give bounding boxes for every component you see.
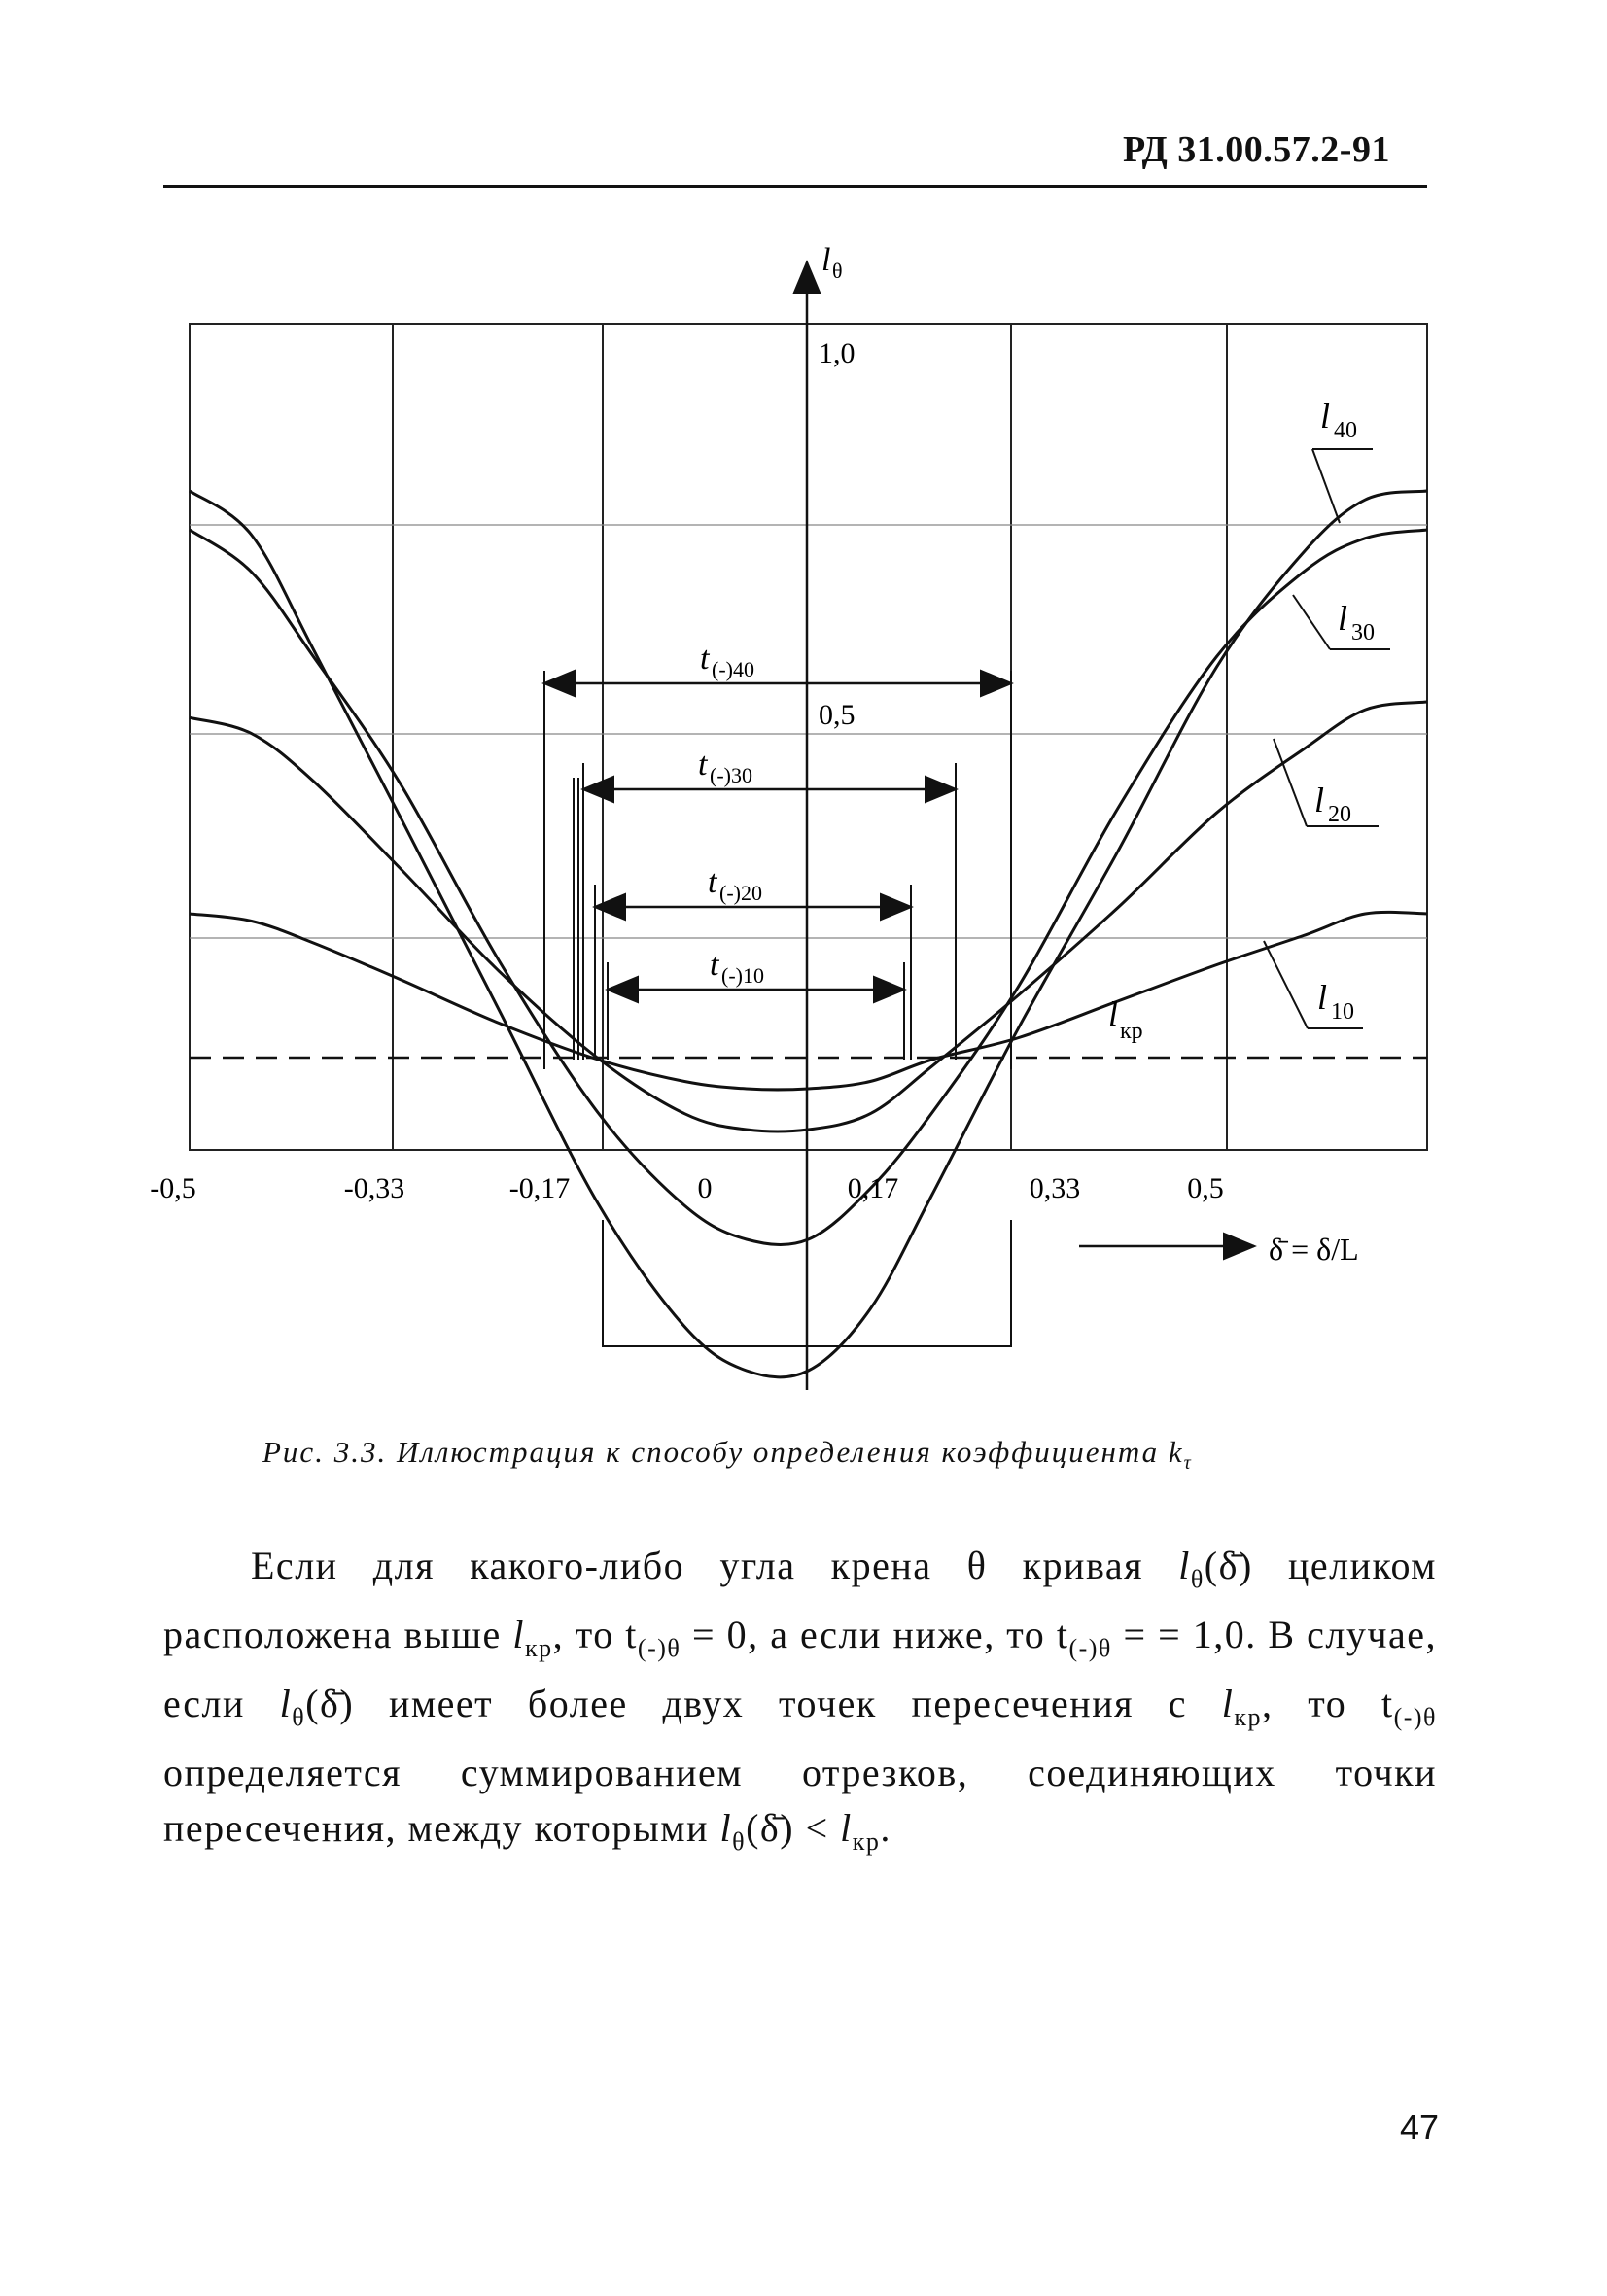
formula-sub: θ bbox=[732, 1827, 747, 1856]
formula-sub: θ bbox=[1190, 1565, 1205, 1593]
curve-l30 bbox=[190, 530, 1427, 1244]
formula-arg: (δ̄) bbox=[305, 1682, 355, 1725]
critical-line-label: l bbox=[1108, 994, 1119, 1033]
formula-sub: кр bbox=[1234, 1703, 1263, 1731]
formula-arg: (δ̄) bbox=[1204, 1544, 1253, 1587]
text-run: , то t bbox=[552, 1613, 638, 1656]
chart-labels bbox=[150, 242, 1375, 1267]
figure-caption bbox=[262, 1435, 1193, 1475]
series-label-sub: 10 bbox=[1331, 999, 1354, 1025]
x-axis-label: δ̄ = δ/L bbox=[1269, 1232, 1359, 1267]
y-tick-label: 0,5 bbox=[819, 699, 856, 731]
legend-leader bbox=[1293, 595, 1330, 649]
x-tick-label: 0,17 bbox=[847, 1172, 899, 1204]
formula-arg: (δ̄) bbox=[746, 1806, 795, 1850]
formula-sub: (-)θ bbox=[1068, 1634, 1112, 1662]
y-axis-label-sub: θ bbox=[832, 259, 843, 283]
interval-label-sub: (-)10 bbox=[721, 963, 764, 988]
curve-l40 bbox=[190, 491, 1427, 1377]
series-label-sub: 20 bbox=[1328, 802, 1351, 827]
critical-line-label-sub: кр bbox=[1120, 1019, 1143, 1044]
interval-label: t bbox=[708, 864, 717, 900]
series-label-sub: 30 bbox=[1351, 620, 1375, 645]
series-label-sub: 40 bbox=[1334, 418, 1357, 443]
x-tick-label: -0,33 bbox=[343, 1172, 405, 1204]
plot-frame bbox=[190, 324, 1427, 1150]
formula-l: l bbox=[840, 1806, 853, 1850]
text-run: < bbox=[794, 1806, 841, 1850]
interval-label-sub: (-)30 bbox=[710, 763, 752, 787]
text-run: = 0, а если ниже, то t bbox=[681, 1613, 1069, 1656]
formula-l: l bbox=[719, 1806, 733, 1850]
document-id-header: РД 31.00.57.2-91 bbox=[1123, 129, 1390, 170]
legend-leader bbox=[1312, 449, 1340, 523]
text-run: Если для какого-либо угла крена θ кривая bbox=[251, 1544, 1179, 1587]
y-axis-label: l bbox=[821, 242, 831, 278]
caption-prefix: Рис. 3.3. bbox=[262, 1435, 388, 1469]
x-tick-label: 0,5 bbox=[1187, 1172, 1224, 1204]
formula-l: l bbox=[279, 1682, 293, 1725]
chart-curves bbox=[190, 491, 1427, 1377]
series-label-l10: l bbox=[1317, 978, 1328, 1017]
series-label-l20: l bbox=[1314, 781, 1325, 819]
text-run: определяется суммированием отрезков, соединяющих точки пересечения, между которыми bbox=[163, 1751, 1437, 1850]
interval-label: t bbox=[698, 747, 708, 783]
chart-grid bbox=[190, 262, 1427, 1390]
text-run: . bbox=[880, 1806, 891, 1850]
x-tick-label: -0,5 bbox=[150, 1172, 196, 1204]
caption-text: Иллюстрация к способу определения коэффициента k bbox=[396, 1435, 1184, 1469]
page-number: 47 bbox=[1400, 2107, 1440, 2147]
interval-label: t bbox=[710, 947, 719, 983]
formula-sub: θ bbox=[292, 1703, 306, 1731]
formula-sub: (-)θ bbox=[637, 1634, 681, 1662]
text-run: имеет более двух точек пересечения с bbox=[354, 1682, 1222, 1725]
interval-label-sub: (-)20 bbox=[719, 881, 762, 905]
x-tick-label: -0,17 bbox=[508, 1172, 571, 1204]
formula-l: l bbox=[1178, 1544, 1191, 1587]
curve-l10 bbox=[190, 912, 1427, 1090]
legend-leader bbox=[1264, 941, 1308, 1028]
text-run: = = 1,0. В случае, если bbox=[163, 1613, 1437, 1725]
y-tick-label: 1,0 bbox=[819, 337, 856, 369]
x-tick-label: 0 bbox=[697, 1172, 713, 1204]
formula-sub: кр bbox=[852, 1827, 881, 1856]
text-run: целиком расположена выше bbox=[163, 1544, 1437, 1656]
formula-l: l bbox=[1221, 1682, 1235, 1725]
formula-sub: (-)θ bbox=[1393, 1703, 1438, 1731]
text-run: , то t bbox=[1262, 1682, 1394, 1725]
formula-l: l bbox=[512, 1613, 526, 1656]
x-tick-label: 0,33 bbox=[1029, 1172, 1081, 1204]
formula-sub: кр bbox=[525, 1634, 553, 1662]
series-label-l30: l bbox=[1338, 599, 1348, 638]
chart-annotations bbox=[190, 449, 1427, 1346]
body-paragraph bbox=[163, 1538, 1437, 1869]
series-label-l40: l bbox=[1320, 397, 1331, 435]
interval-label-sub: (-)40 bbox=[712, 657, 754, 681]
caption-sub: τ bbox=[1183, 1452, 1193, 1475]
interval-label: t bbox=[700, 641, 710, 677]
